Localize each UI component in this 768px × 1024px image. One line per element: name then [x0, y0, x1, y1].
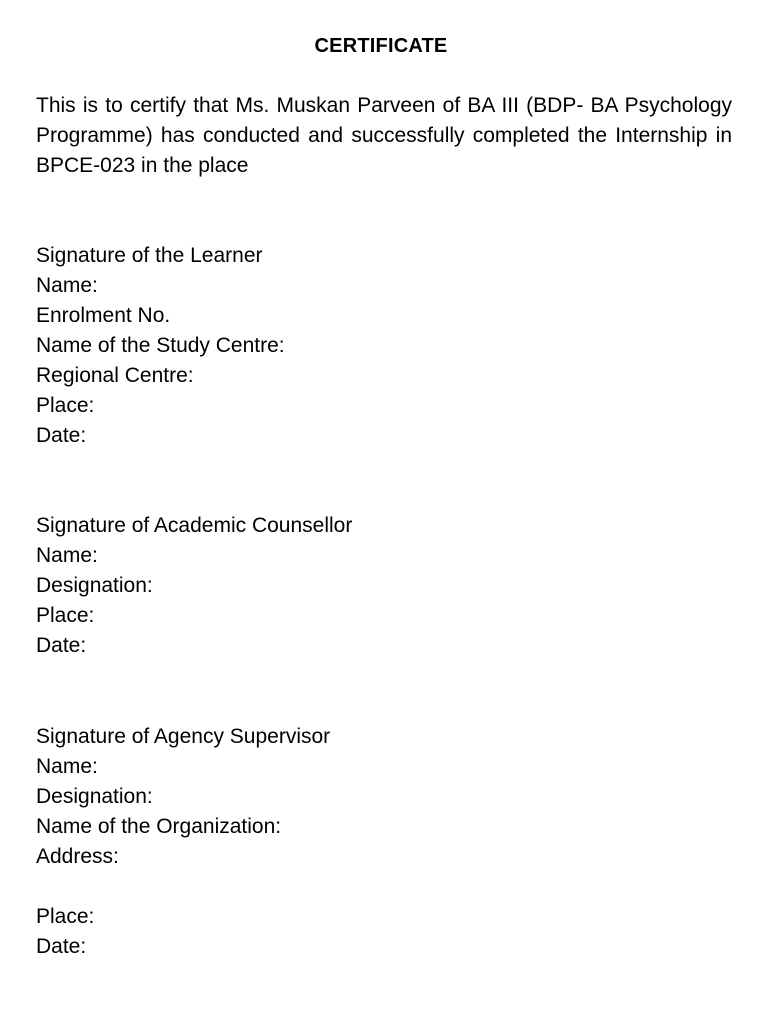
certificate-title: CERTIFICATE: [314, 35, 448, 57]
supervisor-designation-label: Designation:: [36, 785, 153, 808]
supervisor-signature-label: Signature of Agency Supervisor: [36, 725, 331, 748]
learner-name-label: Name:: [36, 274, 98, 297]
supervisor-place-label: Place:: [36, 905, 95, 928]
counsellor-section: [36, 511, 736, 661]
supervisor-date-label: Date:: [36, 935, 87, 958]
counsellor-place-label: Place:: [36, 604, 95, 627]
counsellor-signature-label: Signature of Academic Counsellor: [36, 514, 353, 537]
learner-enrolment-label: Enrolment No.: [36, 304, 171, 327]
supervisor-name-label: Name:: [36, 755, 98, 778]
learner-section: [36, 241, 736, 451]
learner-place-label: Place:: [36, 394, 95, 417]
counsellor-name-label: Name:: [36, 544, 98, 567]
learner-date-label: Date:: [36, 424, 87, 447]
supervisor-section: [36, 722, 736, 962]
learner-study-centre-label: Name of the Study Centre:: [36, 334, 285, 357]
counsellor-designation-label: Designation:: [36, 574, 153, 597]
certification-statement: This is to certify that Ms. Muskan Parveen of BA III (BDP- BA Psychology Programme) has conducted and successfully completed the Internship in BPCE-023 in the place: [36, 94, 732, 177]
learner-signature-label: Signature of the Learner: [36, 244, 263, 267]
learner-regional-centre-label: Regional Centre:: [36, 364, 194, 387]
counsellor-date-label: Date:: [36, 634, 87, 657]
supervisor-address-label: Address:: [36, 845, 119, 868]
address-spacer: [36, 872, 736, 902]
supervisor-organization-label: Name of the Organization:: [36, 815, 282, 838]
